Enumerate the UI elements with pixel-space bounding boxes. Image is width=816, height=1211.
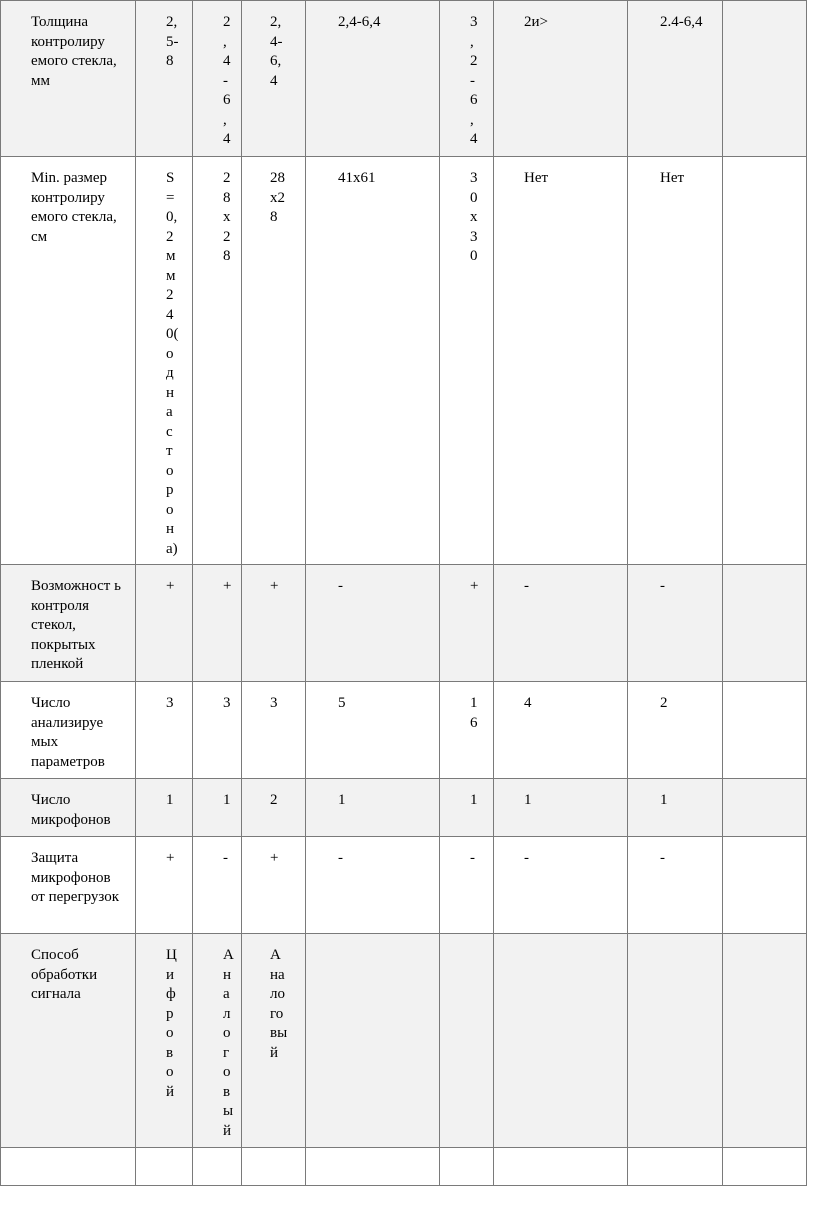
cell-value: 3 xyxy=(166,695,174,711)
table-cell xyxy=(494,565,628,682)
cell-value: + xyxy=(223,578,232,594)
cell-value: 2 , 4 - 6 , 4 xyxy=(223,14,231,147)
table-row xyxy=(1,1148,807,1186)
table-cell xyxy=(628,682,723,779)
table-cell xyxy=(628,934,723,1148)
cell-value: 2 xyxy=(660,695,668,711)
row-header-cell xyxy=(1,565,136,682)
row-header-text: Защита микрофонов от перегрузок xyxy=(31,850,120,905)
table-row xyxy=(1,934,807,1148)
cell-value: + xyxy=(470,578,479,594)
row-header-cell xyxy=(1,1148,136,1186)
row-header-text: Способ обработки сигнала xyxy=(31,947,101,1002)
row-header-text: Возможност ь контроля стекол, покрытых пленкой xyxy=(31,578,125,672)
row-header-cell xyxy=(1,837,136,934)
cell-value: Нет xyxy=(660,170,685,186)
table-body xyxy=(1,1,807,1186)
cell-value: Нет xyxy=(524,170,549,186)
table-cell xyxy=(242,779,306,837)
row-header-cell xyxy=(1,1,136,157)
table-cell xyxy=(440,1148,494,1186)
cell-value: + xyxy=(270,578,279,594)
table-cell xyxy=(628,1,723,157)
table-cell xyxy=(306,1148,440,1186)
table-cell xyxy=(628,565,723,682)
table-cell xyxy=(193,1,242,157)
table-cell xyxy=(136,837,193,934)
table-cell xyxy=(723,779,807,837)
table-cell xyxy=(440,837,494,934)
table-cell xyxy=(494,934,628,1148)
table-cell xyxy=(242,837,306,934)
table-cell xyxy=(440,934,494,1148)
cell-value: 3 , 2 - 6 , 4 xyxy=(470,14,478,147)
table-row xyxy=(1,565,807,682)
table-cell xyxy=(136,565,193,682)
table-row xyxy=(1,779,807,837)
table-cell xyxy=(494,1,628,157)
cell-value: - xyxy=(524,850,529,866)
table-cell xyxy=(494,1148,628,1186)
table-cell xyxy=(242,157,306,565)
table-cell xyxy=(242,682,306,779)
table-cell xyxy=(628,157,723,565)
cell-value: - xyxy=(338,850,343,866)
cell-value: 1 6 xyxy=(470,695,478,731)
row-header-cell xyxy=(1,779,136,837)
table-cell xyxy=(193,837,242,934)
cell-value: - xyxy=(470,850,475,866)
table-cell xyxy=(242,565,306,682)
table-row xyxy=(1,157,807,565)
row-header-text: Число анализируе мых параметров xyxy=(31,695,107,770)
table-cell xyxy=(306,837,440,934)
row-header-cell xyxy=(1,682,136,779)
row-header-text: Число микрофонов xyxy=(31,792,111,828)
cell-value: Ц и ф р о в о й xyxy=(166,947,177,1100)
cell-value: - xyxy=(660,850,665,866)
row-header-cell xyxy=(1,157,136,565)
row-header-text: Толщина контролиру емого стекла, мм xyxy=(31,14,121,89)
table-cell xyxy=(136,934,193,1148)
table-cell xyxy=(723,682,807,779)
table-cell xyxy=(723,157,807,565)
cell-value: - xyxy=(524,578,529,594)
table-cell xyxy=(306,779,440,837)
table-cell xyxy=(193,682,242,779)
table-cell xyxy=(193,934,242,1148)
cell-value: 1 xyxy=(660,792,668,808)
cell-value: 1 xyxy=(524,792,532,808)
cell-value: + xyxy=(166,578,175,594)
cell-value: 2и> xyxy=(524,14,548,30)
cell-value: 1 xyxy=(338,792,346,808)
table-cell xyxy=(242,1,306,157)
table-cell xyxy=(193,157,242,565)
cell-value: + xyxy=(270,850,279,866)
cell-value: 2 xyxy=(270,792,278,808)
table-cell xyxy=(723,1,807,157)
cell-value: 28 х2 8 xyxy=(270,170,285,225)
table-cell xyxy=(306,1,440,157)
table-cell xyxy=(440,157,494,565)
cell-value: 1 xyxy=(223,792,231,808)
table-cell xyxy=(440,682,494,779)
table-cell xyxy=(193,565,242,682)
table-cell xyxy=(136,157,193,565)
table-cell xyxy=(494,157,628,565)
cell-value: А н а л о г о в ы й xyxy=(223,947,234,1139)
table-row xyxy=(1,682,807,779)
cell-value: 2, 4- 6, 4 xyxy=(270,14,283,89)
table-cell xyxy=(723,837,807,934)
table-cell xyxy=(723,1148,807,1186)
table-cell xyxy=(306,682,440,779)
table-cell xyxy=(136,1148,193,1186)
row-header-text: Min. размер контролиру емого стекла, см xyxy=(31,170,121,245)
table-cell xyxy=(723,565,807,682)
table-cell xyxy=(193,779,242,837)
cell-value: 2 8 х 2 8 xyxy=(223,170,231,264)
table-cell xyxy=(494,779,628,837)
table-cell xyxy=(136,779,193,837)
cell-value: - xyxy=(223,850,228,866)
cell-value: - xyxy=(338,578,343,594)
table-cell xyxy=(306,934,440,1148)
cell-value: 4 xyxy=(524,695,532,711)
cell-value: 3 xyxy=(223,695,231,711)
cell-value: 1 xyxy=(166,792,174,808)
row-header-cell xyxy=(1,934,136,1148)
cell-value: 1 xyxy=(470,792,478,808)
table-cell xyxy=(440,565,494,682)
table-cell xyxy=(440,1,494,157)
cell-value: 5 xyxy=(338,695,346,711)
table-cell xyxy=(306,565,440,682)
table-cell xyxy=(723,934,807,1148)
table-cell xyxy=(628,1148,723,1186)
cell-value: 2.4-6,4 xyxy=(660,14,703,30)
cell-value: 2, 5- 8 xyxy=(166,14,179,69)
table-cell xyxy=(628,837,723,934)
table-cell xyxy=(494,837,628,934)
cell-value: - xyxy=(660,578,665,594)
table-cell xyxy=(242,934,306,1148)
table-cell xyxy=(494,682,628,779)
cell-value: 3 xyxy=(270,695,278,711)
table-cell xyxy=(306,157,440,565)
cell-value: А на ло го вы й xyxy=(270,947,288,1061)
cell-value: + xyxy=(166,850,175,866)
table-cell xyxy=(136,1,193,157)
cell-value: S = 0, 2 м м 2 4 0( о д н а с т о р о н а) xyxy=(166,170,179,557)
table-cell xyxy=(628,779,723,837)
table-row xyxy=(1,1,807,157)
table-cell xyxy=(242,1148,306,1186)
table-cell xyxy=(193,1148,242,1186)
table-cell xyxy=(440,779,494,837)
table-row xyxy=(1,837,807,934)
cell-value: 41x61 xyxy=(338,170,376,186)
table-cell xyxy=(136,682,193,779)
cell-value: 2,4-6,4 xyxy=(338,14,381,30)
cell-value: 3 0 х 3 0 xyxy=(470,170,478,264)
